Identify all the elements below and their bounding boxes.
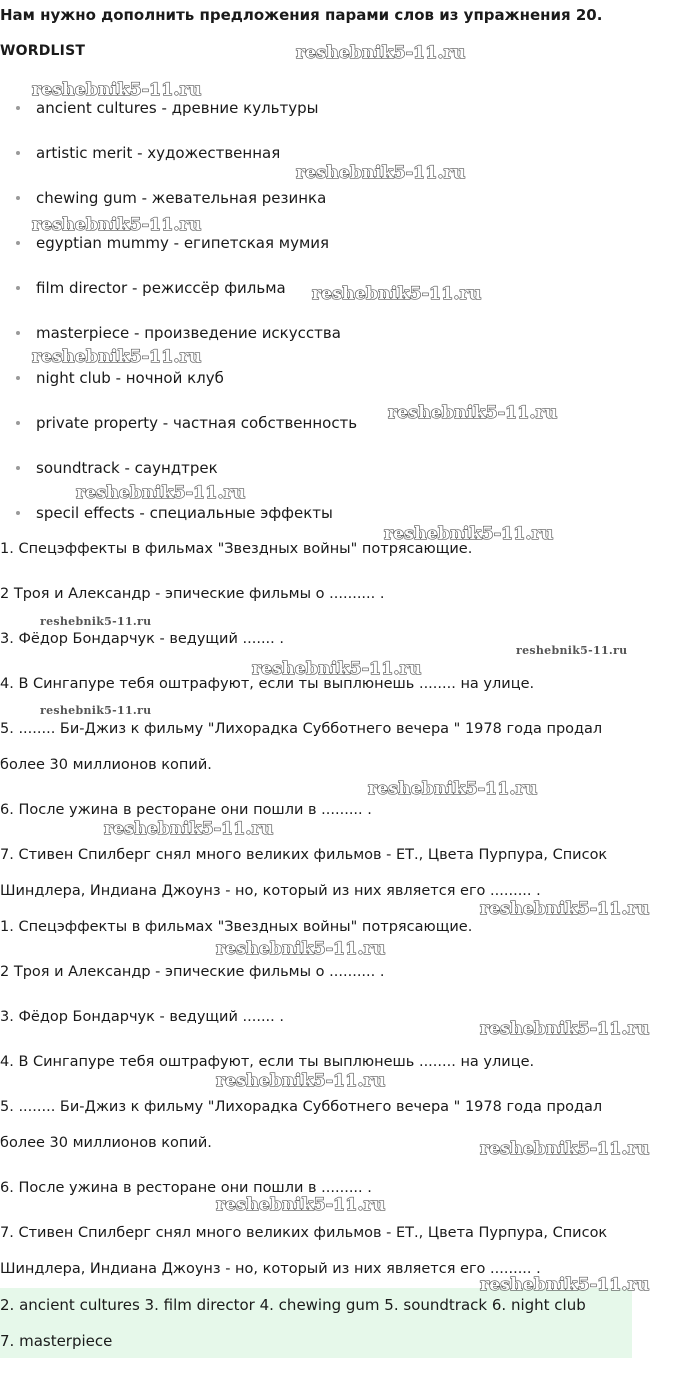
wordlist-item-text: specil effects - специальные эффекты [36, 504, 333, 522]
sentence-line: 2 Троя и Александр - эпические фильмы о .......... . [0, 964, 385, 980]
watermark: reshebnik5-11.ru [296, 163, 466, 183]
sentence-line: 3. Фёдор Бондарчук - ведущий ....... . [0, 631, 284, 647]
watermark: reshebnik5-11.ru [216, 939, 386, 959]
wordlist-item [0, 95, 357, 140]
wordlist-item-text: masterpiece - произведение искусства [36, 324, 341, 342]
sentence-line: 4. В Сингапуре тебя оштрафуют, если ты выплюнешь ........ на улице. [0, 1054, 535, 1070]
wordlist-heading: WORDLIST [0, 43, 86, 59]
sentence-line: 6. После ужина в ресторане они пошли в ......... . [0, 1180, 372, 1196]
watermark: reshebnik5-11.ru [296, 43, 466, 63]
sentence-line: более 30 миллионов копий. [0, 1135, 212, 1151]
watermark: reshebnik5-11.ru [312, 284, 482, 304]
wordlist-item-text: film director - режиссёр фильма [36, 279, 286, 297]
watermark: reshebnik5-11.ru [32, 215, 202, 235]
wordlist-item-text: soundtrack - саундтрек [36, 459, 218, 477]
watermark: reshebnik5-11.ru [76, 483, 246, 503]
watermark: reshebnik5-11.ru [516, 644, 628, 657]
bullet-icon [16, 331, 20, 335]
watermark: reshebnik5-11.ru [104, 819, 274, 839]
sentence-line: 4. В Сингапуре тебя оштрафуют, если ты выплюнешь ........ на улице. [0, 676, 535, 692]
bullet-icon [16, 286, 20, 290]
sentence-line: 6. После ужина в ресторане они пошли в ......... . [0, 802, 372, 818]
watermark: reshebnik5-11.ru [40, 704, 152, 717]
bullet-icon [16, 151, 20, 155]
sentence-line: более 30 миллионов копий. [0, 757, 212, 773]
watermark: reshebnik5-11.ru [480, 899, 650, 919]
wordlist-item [0, 230, 357, 275]
sentence-line: 1. Спецэффекты в фильмах "Звездных войны" потрясающие. [0, 919, 473, 935]
wordlist-item-text: chewing gum - жевательная резинка [36, 189, 327, 207]
bullet-icon [16, 466, 20, 470]
watermark: reshebnik5-11.ru [216, 1195, 386, 1215]
watermark: reshebnik5-11.ru [384, 524, 554, 544]
watermark: reshebnik5-11.ru [32, 347, 202, 367]
wordlist-item [0, 410, 357, 455]
bullet-icon [16, 511, 20, 515]
wordlist-item-text: night club - ночной клуб [36, 369, 224, 387]
bullet-icon [16, 196, 20, 200]
intro-text: Нам нужно дополнить предложения парами слов из упражнения 20. [0, 6, 603, 24]
watermark: reshebnik5-11.ru [216, 1071, 386, 1091]
answer-line: 2. ancient cultures 3. film director 4. chewing gum 5. soundtrack 6. night club [0, 1296, 586, 1314]
bullet-icon [16, 376, 20, 380]
watermark: reshebnik5-11.ru [40, 615, 152, 628]
answer-line: 7. masterpiece [0, 1332, 113, 1350]
sentence-line: Шиндлера, Индиана Джоунз - но, который из них является его ......... . [0, 1261, 541, 1277]
bullet-icon [16, 106, 20, 110]
answer-box [0, 1288, 632, 1358]
wordlist-item-text: artistic merit - художественная [36, 144, 281, 162]
watermark: reshebnik5-11.ru [32, 80, 202, 100]
wordlist-item [0, 365, 357, 410]
watermark: reshebnik5-11.ru [480, 1275, 650, 1295]
sentence-line: 5. ........ Би-Джиз к фильму "Лихорадка Субботнего вечера " 1978 года продал [0, 1099, 603, 1115]
bullet-icon [16, 421, 20, 425]
sentence-line: 7. Стивен Спилберг снял много великих фильмов - ЕТ., Цвета Пурпура, Список [0, 847, 608, 863]
sentence-line: 1. Спецэффекты в фильмах "Звездных войны" потрясающие. [0, 541, 473, 557]
sentence-line: 2 Троя и Александр - эпические фильмы о .......... . [0, 586, 385, 602]
sentence-line: 7. Стивен Спилберг снял много великих фильмов - ЕТ., Цвета Пурпура, Список [0, 1225, 608, 1241]
watermark: reshebnik5-11.ru [388, 403, 558, 423]
sentence-line: 3. Фёдор Бондарчук - ведущий ....... . [0, 1009, 284, 1025]
bullet-icon [16, 241, 20, 245]
watermark: reshebnik5-11.ru [368, 779, 538, 799]
wordlist-item-text: egyptian mummy - египетская мумия [36, 234, 330, 252]
wordlist-item [0, 275, 357, 320]
wordlist-item-text: ancient cultures - древние культуры [36, 99, 319, 117]
watermark: reshebnik5-11.ru [480, 1019, 650, 1039]
watermark: reshebnik5-11.ru [252, 659, 422, 679]
sentence-line: 5. ........ Би-Джиз к фильму "Лихорадка Субботнего вечера " 1978 года продал [0, 721, 603, 737]
wordlist-item-text: private property - частная собственность [36, 414, 358, 432]
sentence-line: Шиндлера, Индиана Джоунз - но, который из них является его ......... . [0, 883, 541, 899]
watermark: reshebnik5-11.ru [480, 1139, 650, 1159]
